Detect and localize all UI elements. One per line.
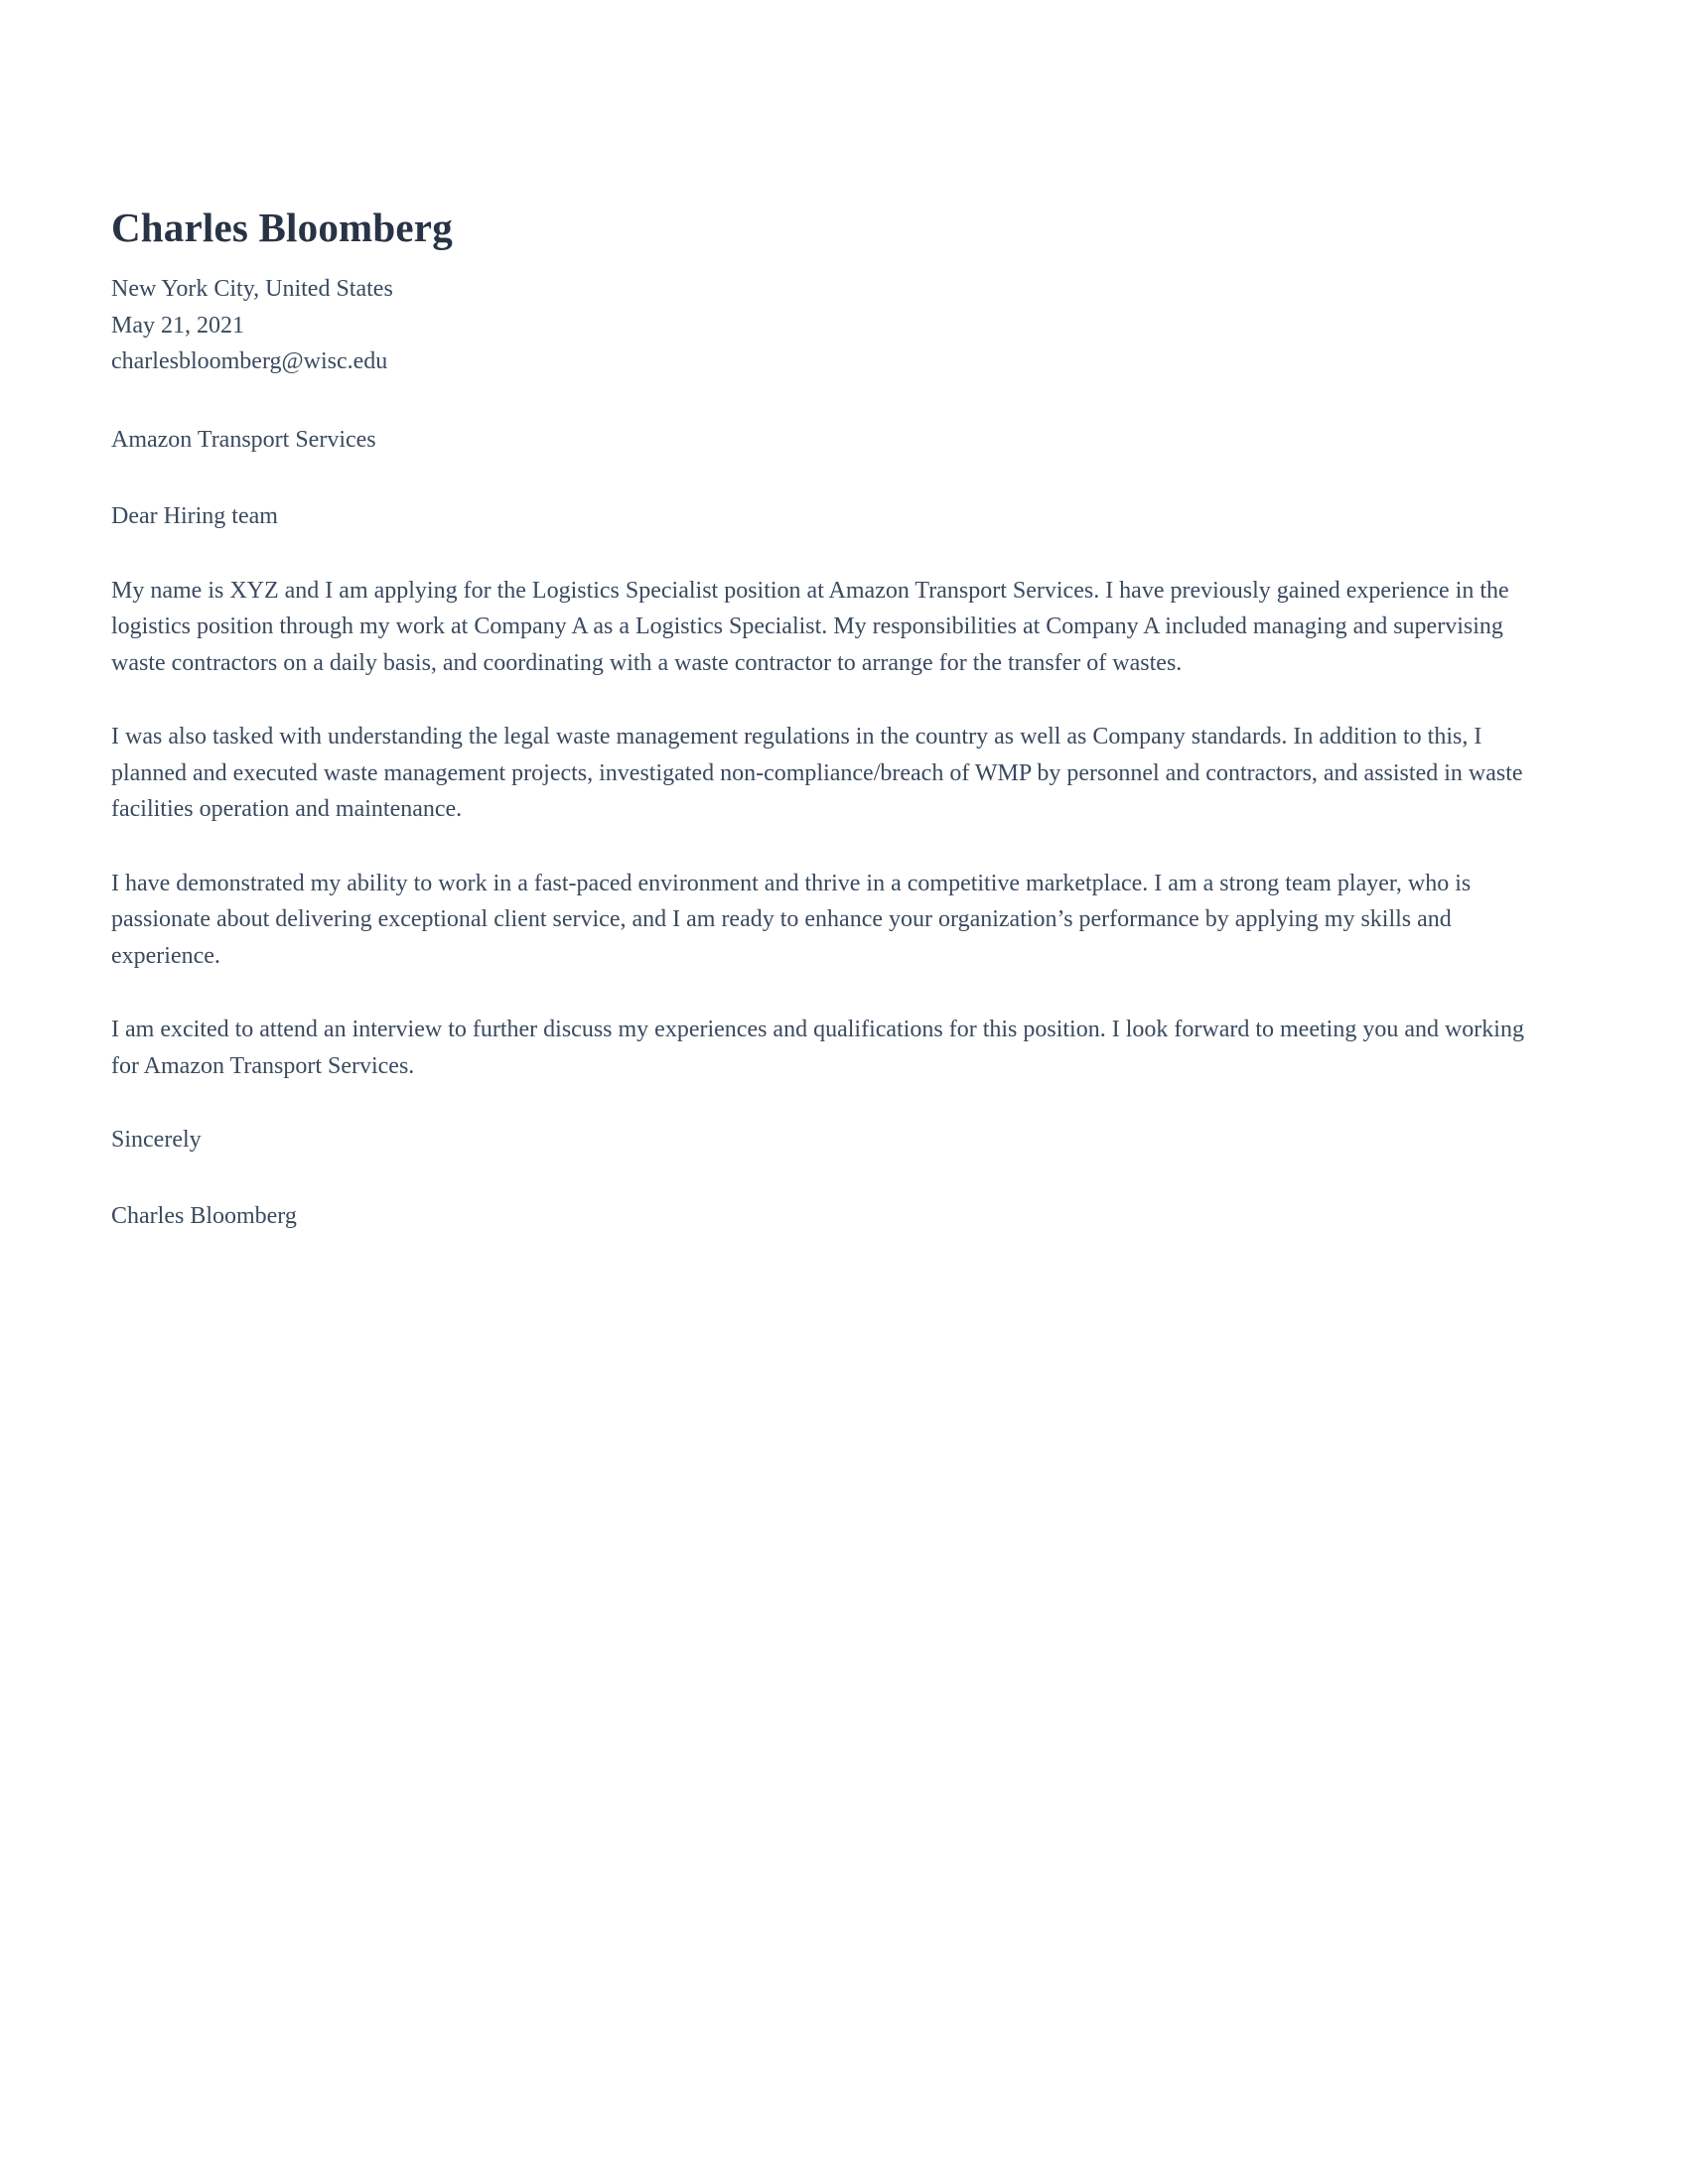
closing-valediction: Sincerely bbox=[111, 1127, 202, 1154]
body-paragraph: I have demonstrated my ability to work in a fast-paced environment and thrive in a competitive marketplace. I am a strong team player, who is passionate about delivering exceptional client service, and I am ready to enhance your organization’s performance by applying my skills and experience. bbox=[111, 870, 1472, 969]
sender-email: charlesbloomberg@wisc.edu bbox=[111, 348, 388, 375]
body-paragraph: I was also tasked with understanding the legal waste management regulations in the country as well as Company standards. In addition to this, I planned and executed waste management projects, investigated non-compliance/breach of WMP by personnel and contractors, and assisted in waste facilities operation and maintenance. bbox=[111, 724, 1523, 823]
signature-name: Charles Bloomberg bbox=[111, 1202, 297, 1229]
sender-header bbox=[111, 204, 1571, 380]
recipient-company: Amazon Transport Services bbox=[111, 426, 376, 453]
sender-location: New York City, United States bbox=[111, 276, 393, 303]
sender-contact-block bbox=[111, 271, 1571, 380]
letter-body bbox=[111, 573, 1571, 1085]
salutation: Dear Hiring team bbox=[111, 503, 278, 530]
sender-name: Charles Bloomberg bbox=[111, 205, 453, 250]
body-paragraph: My name is XYZ and I am applying for the Logistics Specialist position at Amazon Transport Services. I have previously gained experience in the logistics position through my work at Company A as a Logistics Specialist. My responsibilities at Company A included managing and supervising waste contractors on a daily basis, and coordinating with a waste contractor to arrange for the transfer of wastes. bbox=[111, 577, 1509, 676]
body-paragraph: I am excited to attend an interview to further discuss my experiences and qualifications for this position. I look forward to meeting you and working for Amazon Transport Services. bbox=[111, 1017, 1524, 1079]
letter-date: May 21, 2021 bbox=[111, 312, 244, 339]
letter-content bbox=[111, 204, 1571, 1234]
